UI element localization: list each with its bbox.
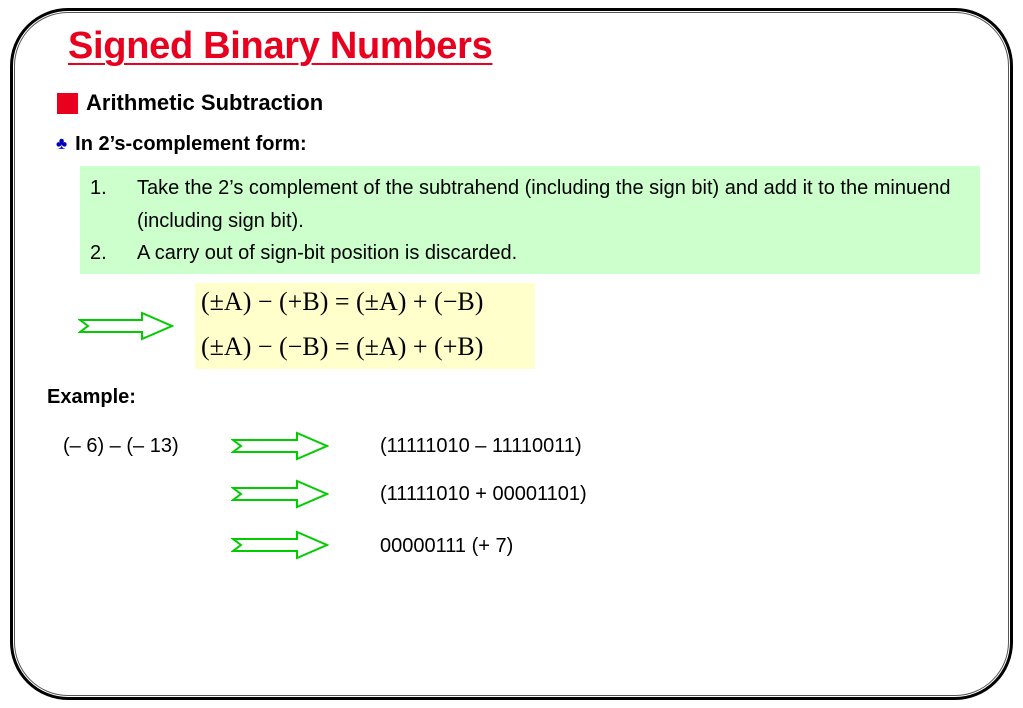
slide-title: Signed Binary Numbers <box>68 25 493 67</box>
equation: (±A) − (+B) = (±A) + (−B) <box>201 287 484 316</box>
right-arrow-icon <box>231 478 329 510</box>
step-text: A carry out of sign-bit position is discarded. <box>137 242 518 264</box>
step-number: 1. <box>90 177 107 199</box>
equation-box <box>195 283 535 369</box>
subheading-text: In 2’s-complement form: <box>75 132 307 155</box>
section-heading-text: Arithmetic Subtraction <box>86 90 324 115</box>
subheading <box>56 130 307 158</box>
example-expression: (– 6) – (– 13) <box>63 435 179 457</box>
right-arrow-icon <box>231 529 329 561</box>
steps-box <box>80 166 980 274</box>
example-label: Example: <box>47 386 136 408</box>
right-arrow-icon <box>78 310 174 342</box>
example-result: 00000111 (+ 7) <box>380 535 514 557</box>
example-result: (11111010 + 00001101) <box>380 483 587 505</box>
equation: (±A) − (−B) = (±A) + (+B) <box>201 332 484 361</box>
step-number: 2. <box>90 242 107 264</box>
red-square-icon <box>57 93 78 114</box>
club-icon: ♣ <box>56 134 68 153</box>
right-arrow-icon <box>231 430 329 462</box>
example-result: (11111010 – 11110011) <box>380 435 582 457</box>
step-text: Take the 2’s complement of the subtrahend (including the sign bit) and add it to the minuend (including sign bit). <box>137 177 951 232</box>
section-heading <box>57 88 323 118</box>
